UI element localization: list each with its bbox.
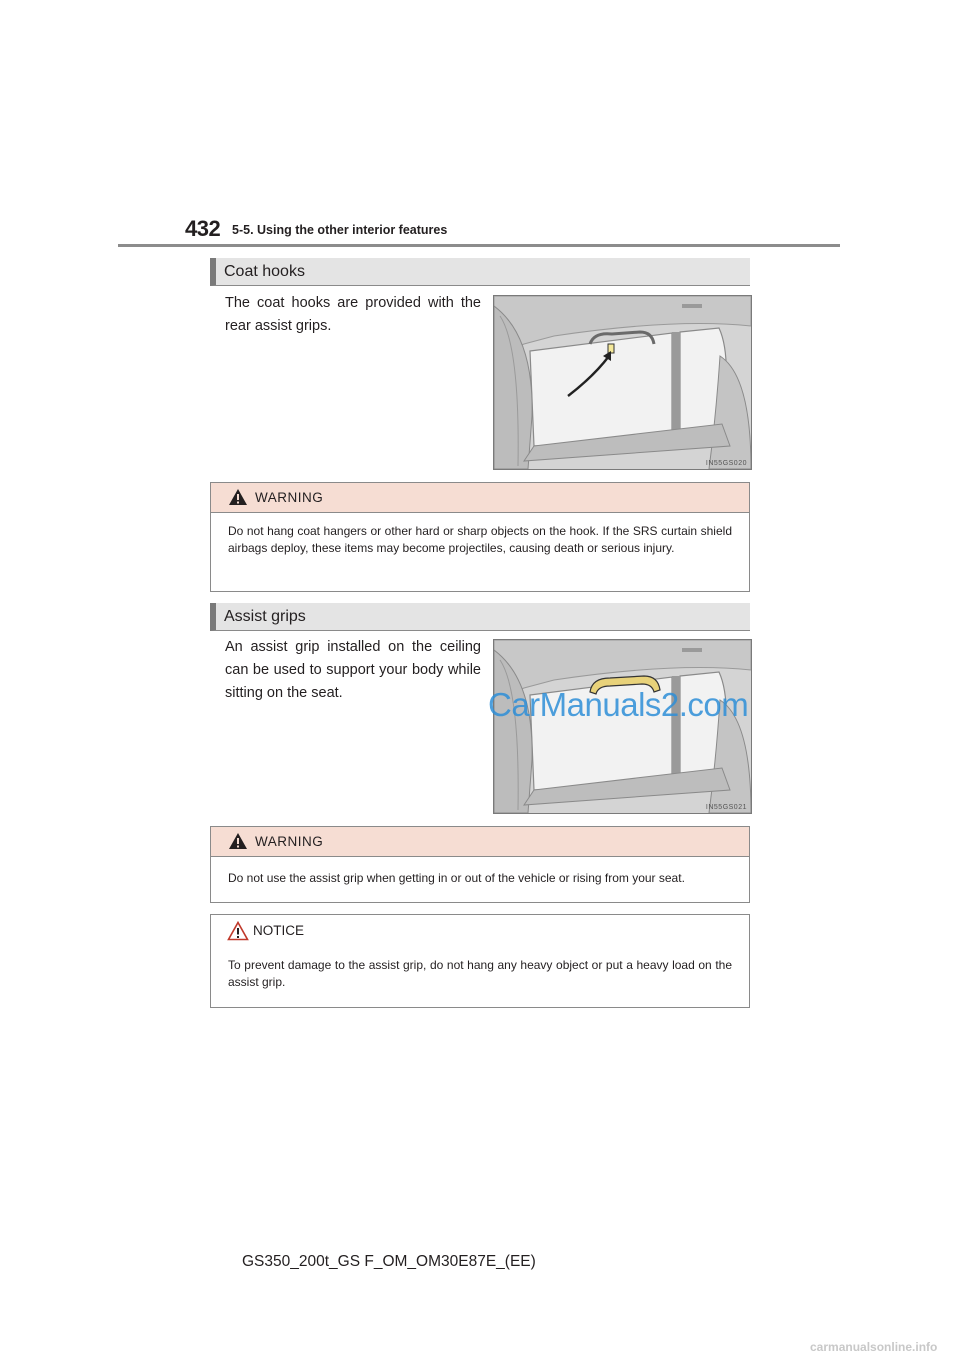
warning-box-assist-grips	[210, 826, 750, 903]
notice-triangle-icon	[227, 921, 249, 941]
warning-text: Do not hang coat hangers or other hard or sharp objects on the hook. If the SRS curtain shield airbags deploy, these items may become projectiles, causing death or serious injury.	[228, 524, 732, 555]
coat-hook-drawing	[494, 296, 751, 469]
warning-text: Do not use the assist grip when getting in or out of the vehicle or rising from your seat.	[228, 871, 685, 885]
source-site: carmanualsonline.info	[810, 1340, 938, 1354]
assist-grip-drawing	[494, 640, 751, 813]
document-id: GS350_200t_GS F_OM_OM30E87E_(EE)	[242, 1253, 536, 1270]
warning-triangle-icon	[228, 488, 248, 506]
watermark: CarManuals2.com	[488, 686, 749, 723]
page-number: 432	[185, 216, 221, 241]
section-heading-assist-grips	[210, 603, 750, 631]
section-title: Coat hooks	[224, 263, 305, 280]
warning-header	[211, 483, 749, 513]
coat-hooks-text: The coat hooks are provided with the rear assist grips.	[225, 295, 481, 334]
section-title: Assist grips	[224, 608, 306, 625]
figure-code: IN55GS020	[705, 460, 747, 467]
assist-grip-illustration	[493, 639, 752, 814]
section-heading-coat-hooks	[210, 258, 750, 286]
notice-text: To prevent damage to the assist grip, do not hang any heavy object or put a heavy load on the assist grip.	[228, 958, 732, 989]
figure-code: IN55GS021	[705, 804, 747, 811]
warning-triangle-icon	[228, 832, 248, 850]
notice-label: NOTICE	[253, 923, 305, 938]
warning-label: WARNING	[255, 834, 324, 849]
coat-hook-illustration	[493, 295, 752, 470]
warning-label: WARNING	[255, 490, 324, 505]
header-rule	[118, 244, 840, 247]
warning-box-coat-hooks	[210, 482, 750, 592]
assist-grips-text: An assist grip installed on the ceiling can be used to support your body while sitting on the seat.	[225, 639, 481, 701]
warning-header	[211, 827, 749, 857]
notice-box	[210, 914, 750, 1008]
chapter-title: 5-5. Using the other interior features	[232, 223, 448, 237]
notice-header	[211, 915, 749, 946]
